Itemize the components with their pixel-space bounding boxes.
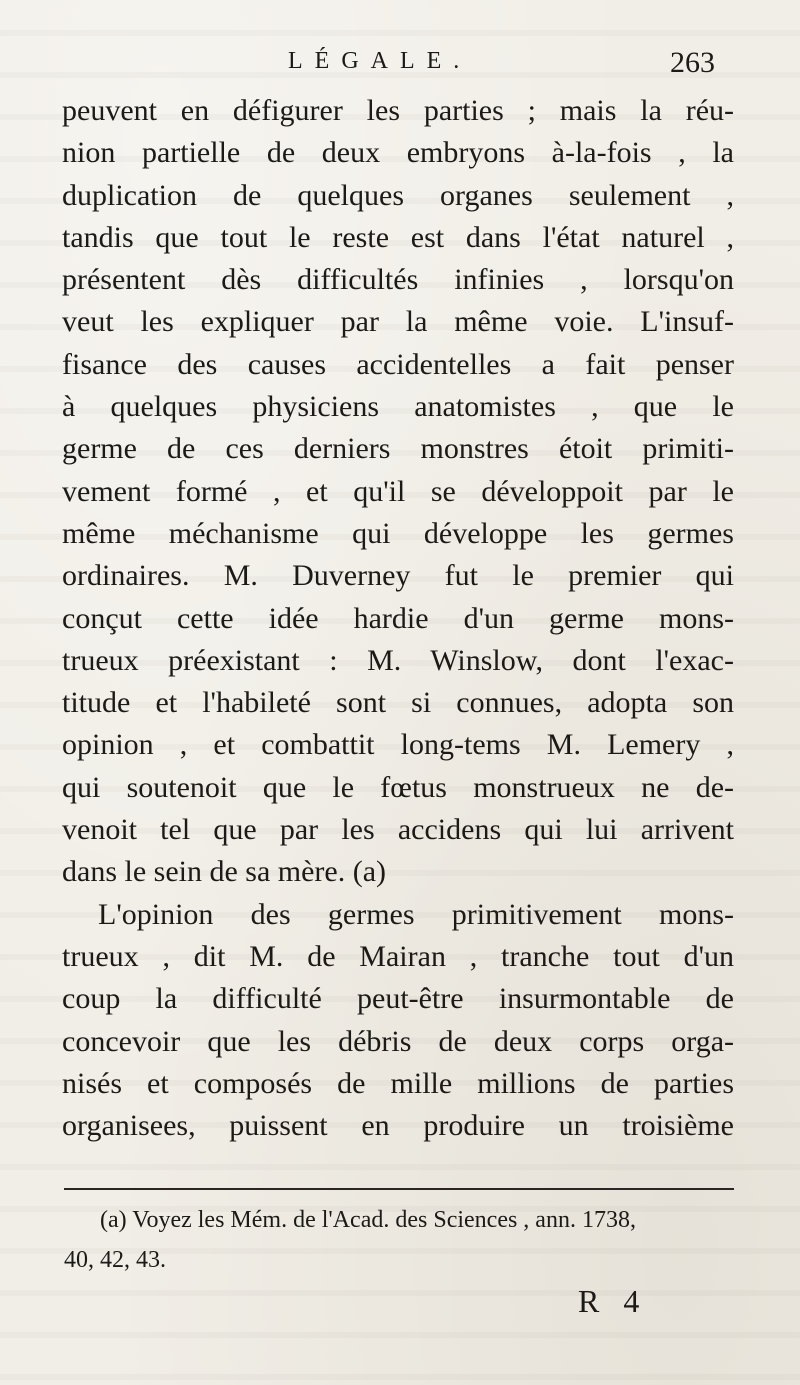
text-line: duplication de quelques organes seulement , — [62, 178, 734, 212]
text-line: concevoir que les débris de deux corps orga- — [62, 1024, 734, 1058]
footnote-line: 40, 42, 43. — [64, 1247, 166, 1273]
text-line: venoit tel que par les accidens qui lui arrivent — [62, 813, 734, 847]
footnote-divider — [64, 1188, 734, 1190]
footnote-line: (a) Voyez les Mém. de l'Acad. des Sciences , ann. 1738, — [100, 1207, 636, 1233]
text-line: vement formé , et qu'il se développoit par le — [62, 474, 734, 508]
text-line: trueux préexistant : M. Winslow, dont l'exac- — [62, 643, 734, 677]
paragraph-first-line: L'opinion des germes primitivement mons- — [98, 897, 734, 931]
text-line: peuvent en défigurer les parties ; mais la réu- — [62, 94, 734, 127]
text-line: tandis que tout le reste est dans l'état naturel , — [62, 220, 734, 254]
text-line: coup la difficulté peut-être insurmontable de — [62, 982, 734, 1016]
text-line: dans le sein de sa mère. (a) — [62, 855, 387, 889]
text-line: nisés et composés de mille millions de parties — [62, 1066, 734, 1100]
running-head — [0, 44, 800, 84]
text-line: veut les expliquer par la même voie. L'insuf- — [62, 305, 734, 339]
text-line: opinion , et combattit long-tems M. Lemery , — [62, 728, 734, 762]
page-number: 263 — [670, 46, 715, 79]
text-line: fisance des causes accidentelles a fait penser — [62, 347, 734, 381]
running-title: LÉGALE. — [288, 48, 472, 74]
body-text — [62, 90, 734, 1147]
text-line: à quelques physiciens anatomistes , que le — [62, 390, 734, 424]
text-line: trueux , dit M. de Mairan , tranche tout d'un — [62, 939, 734, 973]
text-line: présentent dès difficultés infinies , lorsqu'on — [62, 263, 734, 297]
text-line: ordinaires. M. Duverney fut le premier qui — [62, 559, 734, 593]
text-line: titude et l'habileté sont si connues, adopta son — [62, 686, 734, 720]
footnote — [64, 1200, 754, 1280]
text-line: conçut cette idée hardie d'un germe mons- — [62, 601, 734, 635]
text-line: qui soutenoit que le fœtus monstrueux ne de- — [62, 770, 734, 804]
text-line: nion partielle de deux embryons à-la-fois , la — [62, 136, 734, 170]
text-line: germe de ces derniers monstres étoit primiti- — [62, 432, 734, 466]
text-line: même méchanisme qui développe les germes — [62, 516, 734, 550]
signature-mark: R 4 — [578, 1283, 648, 1319]
text-line: organisees, puissent en produire un troisième — [62, 1109, 734, 1143]
